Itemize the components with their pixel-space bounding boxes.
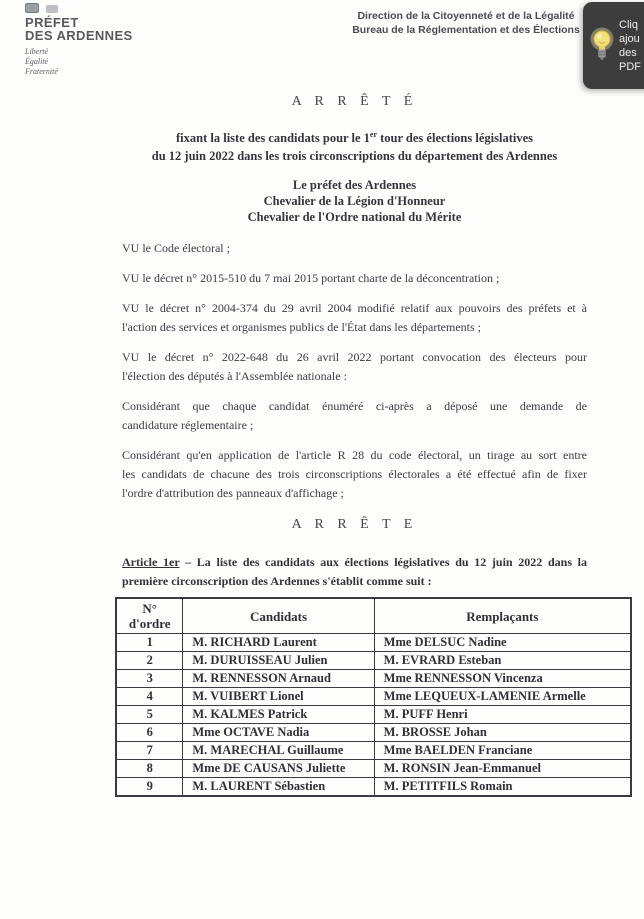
paragraph-line: candidature réglementaire ; bbox=[122, 418, 254, 433]
subject-line2: du 12 juin 2022 dans les trois circonscriptions du département des Ardennes bbox=[151, 149, 558, 164]
paragraph-line: Considérant que chaque candidat énuméré ci-après a déposé une demande de bbox=[122, 399, 587, 414]
paragraph-line: l'ordre d'attribution des panneaux d'affichage ; bbox=[122, 486, 344, 501]
article-1 bbox=[122, 553, 587, 591]
paragraph-line: les candidats de chacune des trois circonscriptions électorales a été effectué afin de fixer bbox=[122, 467, 587, 482]
cell-replacement: Mme DELSUC Nadine bbox=[374, 634, 631, 652]
cell-order: 6 bbox=[116, 724, 183, 742]
paragraph-considerant-2 bbox=[122, 446, 587, 503]
paragraph-line: VU le décret n° 2022-648 du 26 avril 2022 portant convocation des électeurs pour bbox=[122, 350, 587, 365]
cell-candidate: M. DURUISSEAU Julien bbox=[183, 652, 374, 670]
decision-title: A R R Ê T E bbox=[291, 517, 418, 533]
header-num-line1: N° bbox=[142, 601, 157, 616]
authority-line: Chevalier de l'Ordre national du Mérite bbox=[247, 210, 462, 225]
tooltip-line: PDF bbox=[619, 60, 641, 73]
article-line1 bbox=[122, 553, 587, 572]
header-remplacants: Remplaçants bbox=[374, 598, 631, 634]
paragraph-vu-2004 bbox=[122, 299, 587, 337]
cell-candidate: M. RICHARD Laurent bbox=[183, 634, 374, 652]
logo-title-line2: DES ARDENNES bbox=[25, 28, 133, 43]
republic-motto bbox=[25, 47, 133, 77]
motto-fraternite: Fraternité bbox=[25, 67, 58, 76]
cell-replacement: Mme RENNESSON Vincenza bbox=[374, 670, 631, 688]
logo-emblem-icon bbox=[25, 3, 39, 13]
prefecture-logo bbox=[25, 3, 133, 77]
cell-order: 2 bbox=[116, 652, 183, 670]
service-line1: Direction de la Citoyenneté et de la Légalité bbox=[357, 10, 575, 22]
article-line2: première circonscription des Ardennes s'établit comme suit : bbox=[122, 574, 432, 589]
pdf-hint-tooltip[interactable] bbox=[583, 2, 644, 89]
paragraph-line: l'élection des députés à l'Assemblée nationale : bbox=[122, 369, 347, 384]
subject-line1-rest: tour des élections législatives bbox=[377, 131, 533, 146]
table-row bbox=[116, 724, 631, 742]
cell-candidate: M. RENNESSON Arnaud bbox=[183, 670, 374, 688]
logo-title-line1: PRÉFET bbox=[25, 15, 79, 30]
cell-order: 4 bbox=[116, 688, 183, 706]
paragraph-line: VU le décret n° 2015-510 du 7 mai 2015 portant charte de la déconcentration ; bbox=[122, 271, 500, 286]
cell-candidate: M. MARECHAL Guillaume bbox=[183, 742, 374, 760]
article-line1-rest: – La liste des candidats aux élections législatives du 12 juin 2022 dans la bbox=[179, 555, 588, 570]
table-row bbox=[116, 742, 631, 760]
issuing-service-header bbox=[316, 9, 616, 37]
tooltip-message bbox=[619, 18, 641, 74]
cell-candidate: M. VUIBERT Lionel bbox=[183, 688, 374, 706]
tooltip-line: des bbox=[619, 46, 637, 59]
paragraph-line: VU le décret n° 2004-374 du 29 avril 2004 modifié relatif aux pouvoirs des préfets et à bbox=[122, 301, 587, 316]
ordinal-superscript: er bbox=[369, 130, 377, 139]
cell-candidate: M. LAURENT Sébastien bbox=[183, 778, 374, 797]
decree-body bbox=[122, 90, 587, 591]
cell-replacement: M. BROSSE Johan bbox=[374, 724, 631, 742]
paragraph-line: Considérant qu'en application de l'article R 28 du code électoral, un tirage au sort entre bbox=[122, 448, 587, 463]
header-num-line2: d'ordre bbox=[128, 616, 171, 631]
authority-line: Chevalier de la Légion d'Honneur bbox=[263, 194, 446, 209]
paragraph-vu-code bbox=[122, 239, 587, 258]
candidates-table bbox=[115, 597, 632, 797]
tooltip-line: Cliq bbox=[619, 18, 638, 31]
logo-emblem-icon bbox=[46, 5, 58, 13]
cell-order: 8 bbox=[116, 760, 183, 778]
cell-replacement: Mme LEQUEUX-LAMENIE Armelle bbox=[374, 688, 631, 706]
logo-marks bbox=[25, 3, 133, 13]
cell-replacement: M. PETITFILS Romain bbox=[374, 778, 631, 797]
paragraph-considerant-1 bbox=[122, 397, 587, 435]
cell-replacement: Mme BAELDEN Franciane bbox=[374, 742, 631, 760]
authority-line: Le préfet des Ardennes bbox=[292, 178, 417, 193]
header-candidats: Candidats bbox=[183, 598, 374, 634]
article-label: Article 1er bbox=[122, 555, 180, 570]
cell-replacement: M. EVRARD Esteban bbox=[374, 652, 631, 670]
cell-candidate: Mme DE CAUSANS Juliette bbox=[183, 760, 374, 778]
cell-replacement: M. PUFF Henri bbox=[374, 706, 631, 724]
table-row bbox=[116, 652, 631, 670]
cell-order: 7 bbox=[116, 742, 183, 760]
motto-liberte: Liberté bbox=[25, 47, 49, 56]
cell-order: 5 bbox=[116, 706, 183, 724]
table-row bbox=[116, 778, 631, 797]
decree-title: A R R Ê T É bbox=[291, 94, 418, 109]
motto-egalite: Égalité bbox=[25, 57, 49, 66]
paragraph-vu-2022 bbox=[122, 348, 587, 386]
subject-line1-text: fixant la liste des candidats pour le 1 bbox=[176, 131, 370, 146]
table-row bbox=[116, 706, 631, 724]
table-row bbox=[116, 670, 631, 688]
table-header-row bbox=[116, 598, 631, 634]
tooltip-line: ajou bbox=[619, 32, 640, 45]
lightbulb-icon bbox=[590, 27, 614, 65]
decree-subject bbox=[122, 126, 587, 165]
cell-replacement: M. RONSIN Jean-Emmanuel bbox=[374, 760, 631, 778]
cell-order: 9 bbox=[116, 778, 183, 797]
signing-authority bbox=[122, 177, 587, 225]
subject-line1 bbox=[122, 126, 587, 147]
cell-order: 3 bbox=[116, 670, 183, 688]
service-line2: Bureau de la Réglementation et des Élections bbox=[352, 24, 580, 36]
table-row bbox=[116, 760, 631, 778]
table-row bbox=[116, 688, 631, 706]
header-num-ordre bbox=[116, 598, 183, 634]
paragraph-vu-2015 bbox=[122, 269, 587, 288]
cell-order: 1 bbox=[116, 634, 183, 652]
table-row bbox=[116, 634, 631, 652]
cell-candidate: M. KALMES Patrick bbox=[183, 706, 374, 724]
paragraph-line: l'action des services et organismes publics de l'État dans les départements ; bbox=[122, 320, 482, 335]
paragraph-line: VU le Code électoral ; bbox=[122, 241, 230, 256]
cell-candidate: Mme OCTAVE Nadia bbox=[183, 724, 374, 742]
